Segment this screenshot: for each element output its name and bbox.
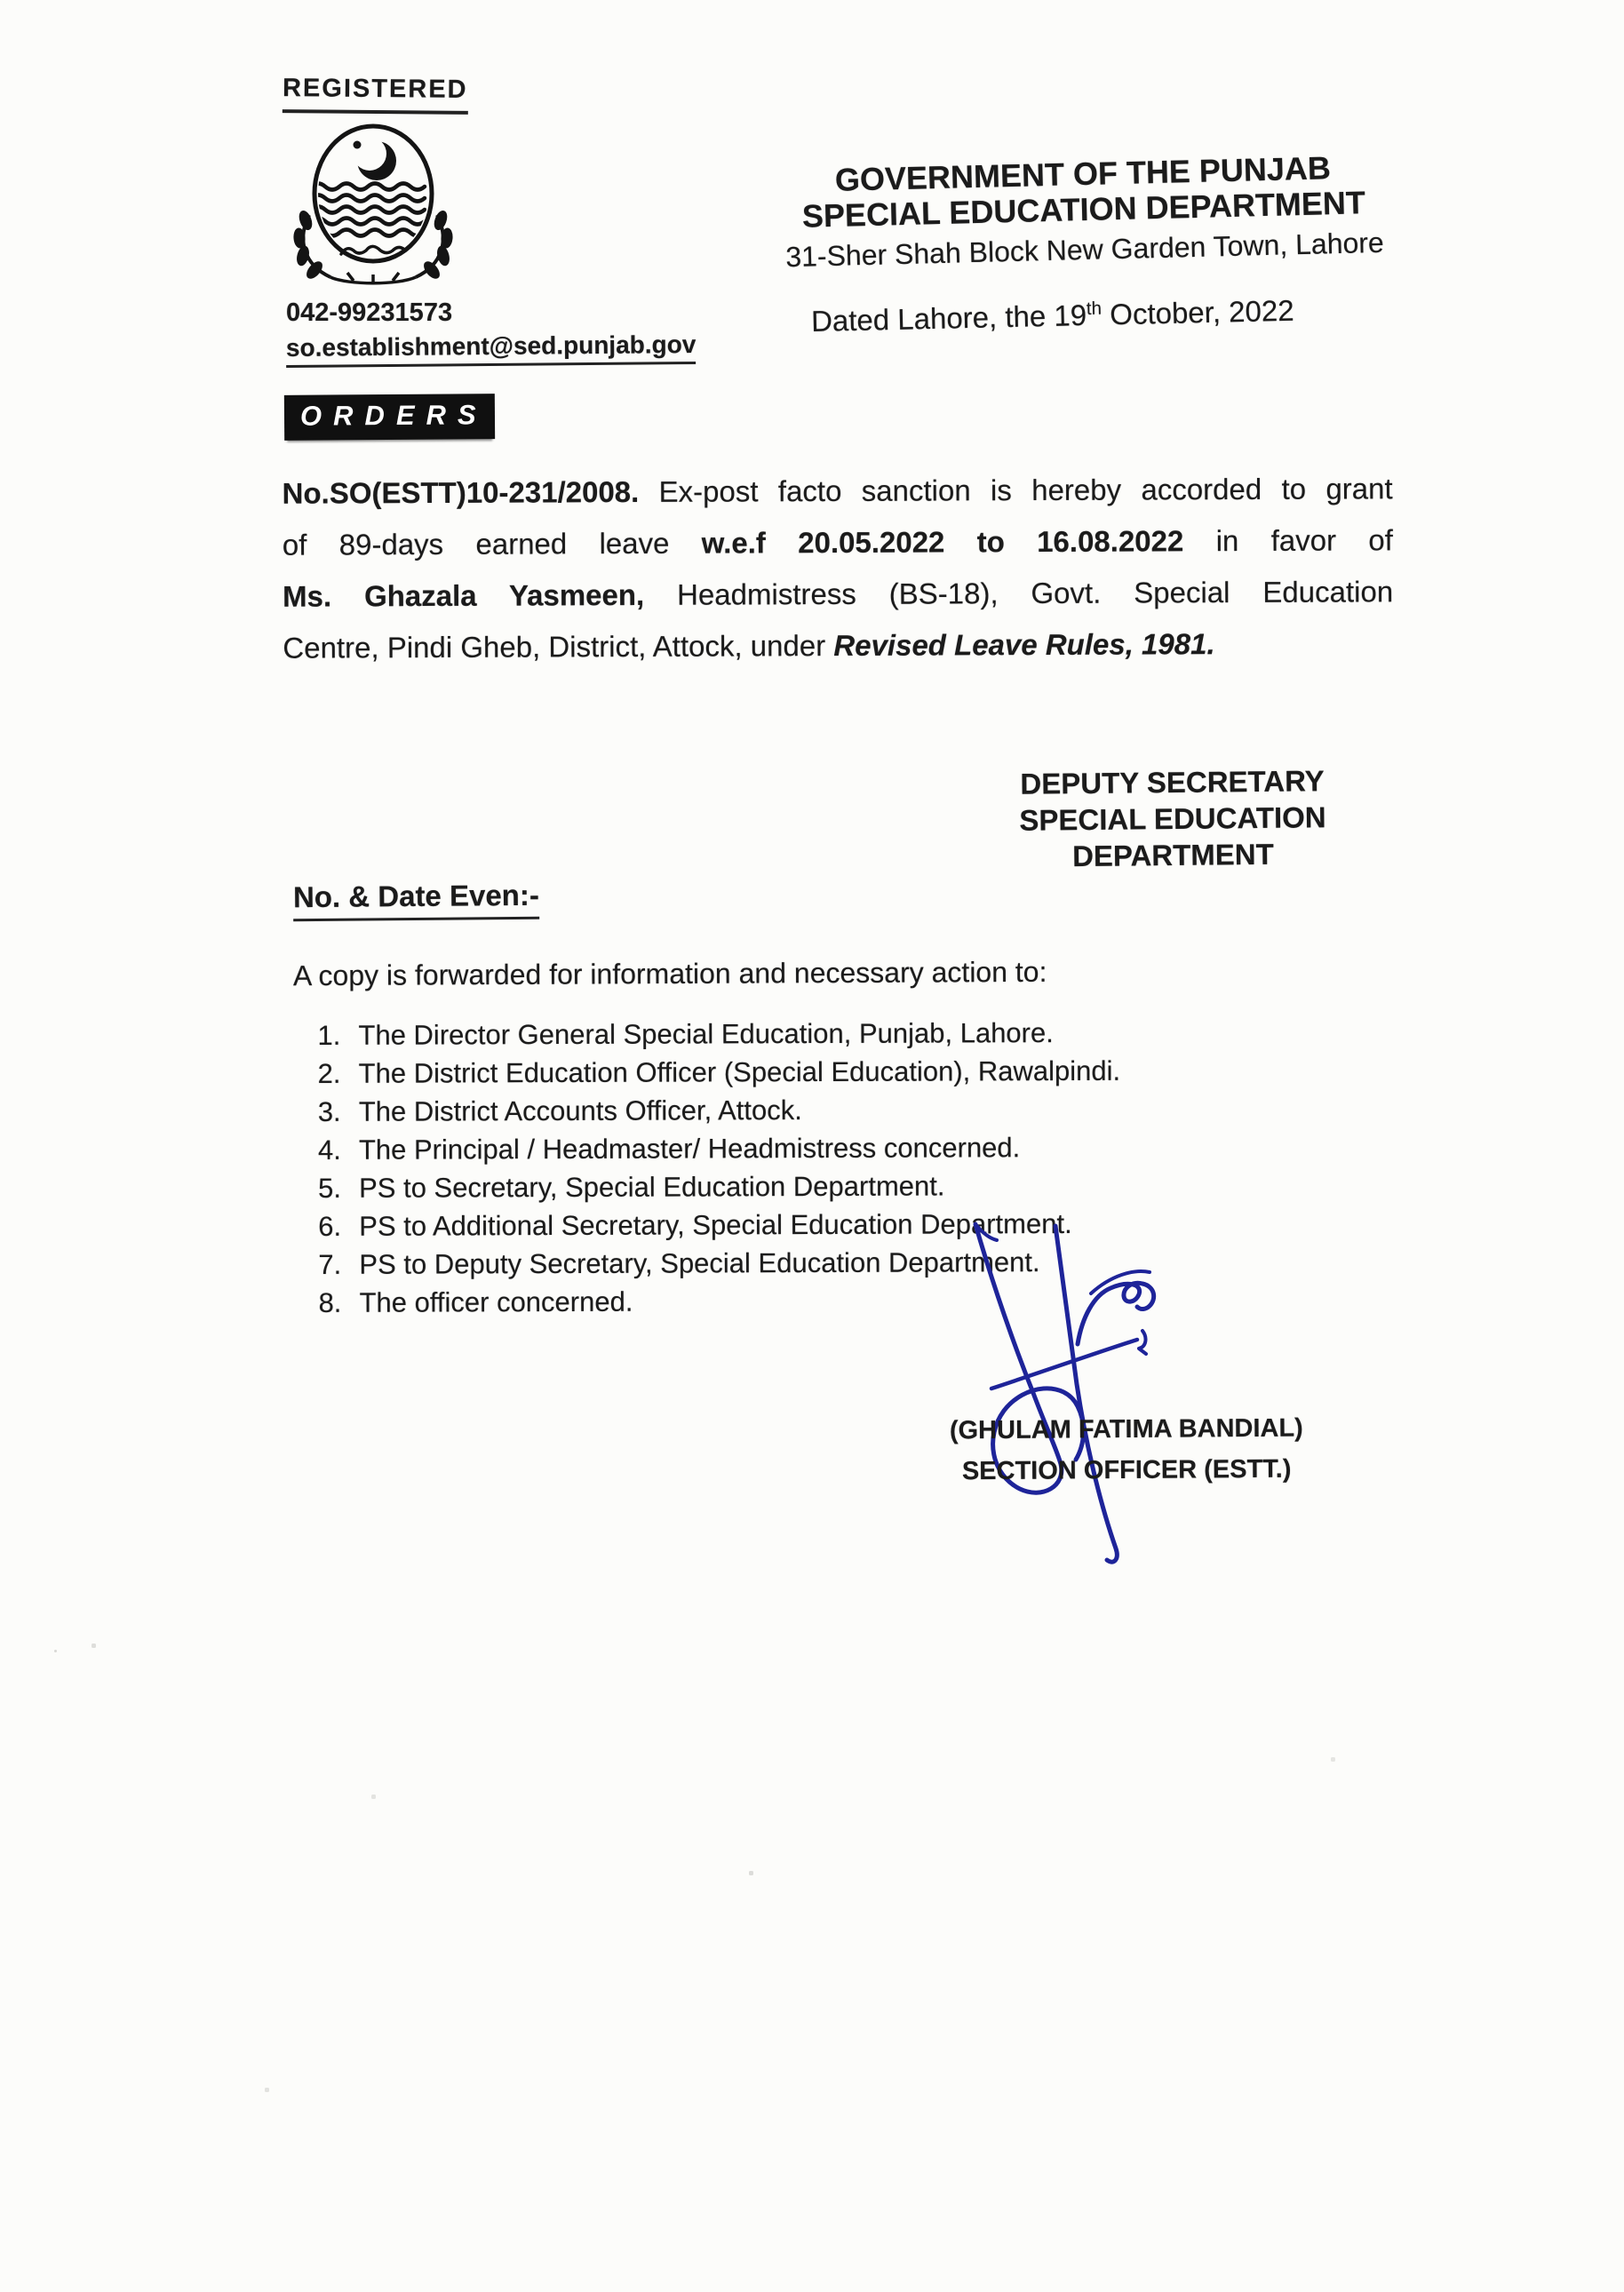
order-line1-text: Ex-post facto sanction is hereby accorded to grant: [639, 472, 1393, 508]
date-ordinal-suffix: th: [1086, 298, 1103, 319]
list-item: [318, 1204, 1313, 1245]
list-item: [318, 1089, 1313, 1131]
leave-rules-reference: Revised Leave Rules, 1981.: [833, 627, 1215, 663]
order-line2-post: in favor of: [1183, 523, 1393, 558]
distribution-list: [317, 1013, 1313, 1322]
river-waves-icon: [311, 184, 425, 236]
distribution-intro: A copy is forwarded for information and necessary action to:: [292, 955, 1047, 992]
distribution-heading: No. & Date Even:-: [293, 879, 539, 921]
list-item: [318, 1242, 1313, 1284]
order-paragraph: [282, 463, 1393, 673]
item-text: The Principal / Headmaster/ Headmistress concerned.: [358, 1132, 1021, 1166]
item-number: 2.: [317, 1057, 341, 1089]
leave-period-text: w.e.f 20.05.2022 to 16.08.2022: [701, 524, 1184, 560]
letterhead: [719, 147, 1450, 277]
punjab-emblem-logo: [284, 115, 462, 286]
signatory-block: [904, 1407, 1349, 1492]
list-item: [318, 1280, 1313, 1322]
authority-block: [981, 762, 1364, 875]
order-ref-number: No.SO(ESTT)10-231/2008.: [282, 474, 640, 510]
order-line3-post: Headmistress (BS-18), Govt. Special Education: [644, 575, 1394, 611]
item-number: 3.: [317, 1095, 341, 1127]
item-text: PS to Deputy Secretary, Special Education Department.: [359, 1246, 1040, 1280]
org-address: 31-Sher Shah Block New Garden Town, Lahore: [784, 226, 1385, 274]
date-text-post: October, 2022: [1101, 293, 1294, 331]
org-name-line2: SPECIAL EDUCATION DEPARTMENT: [801, 184, 1366, 235]
orders-stamp: ORDERS: [284, 394, 495, 441]
date-line: [811, 292, 1363, 338]
item-number: 5.: [318, 1172, 341, 1204]
email-address: so.establishment@sed.punjab.gov: [286, 330, 697, 368]
order-line4-pre: Centre, Pindi Gheb, District, Attock, under: [283, 629, 834, 665]
date-text-pre: Dated Lahore, the 19: [810, 298, 1087, 338]
order-paragraph-line1: [282, 463, 1392, 519]
item-number: 7.: [318, 1248, 342, 1280]
scan-speckles: [0, 0, 1, 1]
officer-name-text: Ms. Ghazala Yasmeen,: [283, 577, 645, 613]
item-text: The District Accounts Officer, Attock.: [358, 1094, 802, 1127]
item-text: The Director General Special Education, Punjab, Lahore.: [358, 1017, 1054, 1051]
registered-label: REGISTERED: [283, 74, 468, 115]
phone-number: 042-99231573: [286, 298, 453, 327]
list-item: [318, 1127, 1313, 1169]
order-paragraph-line2: [283, 514, 1393, 570]
order-line2-pre: of 89-days earned leave: [282, 526, 702, 561]
crescent-star-icon: [353, 137, 396, 180]
item-text: PS to Secretary, Special Education Department.: [359, 1170, 945, 1204]
signatory-title: SECTION OFFICER (ESTT.): [961, 1454, 1292, 1486]
item-number: 4.: [317, 1134, 341, 1166]
signatory-name: (GHULAM FATIMA BANDIAL): [949, 1413, 1303, 1445]
order-paragraph-line3: [283, 566, 1393, 622]
item-number: 8.: [318, 1286, 342, 1318]
urdu-script-mark: [341, 246, 403, 254]
list-item: [318, 1166, 1313, 1207]
authority-line3: DEPARTMENT: [1071, 837, 1274, 873]
list-item: [318, 1051, 1313, 1093]
authority-line1: DEPUTY SECRETARY: [1020, 764, 1325, 800]
order-paragraph-line4: [283, 617, 1393, 673]
org-name-line1: GOVERNMENT OF THE PUNJAB: [834, 149, 1332, 198]
item-text: PS to Additional Secretary, Special Education Department.: [359, 1207, 1072, 1242]
item-number: 6.: [318, 1210, 342, 1242]
item-text: The District Education Officer (Special Education), Rawalpindi.: [358, 1054, 1121, 1089]
authority-line2: SPECIAL EDUCATION: [1019, 800, 1326, 837]
item-text: The officer concerned.: [359, 1285, 633, 1318]
list-item: [317, 1013, 1312, 1054]
item-number: 1.: [317, 1019, 341, 1051]
